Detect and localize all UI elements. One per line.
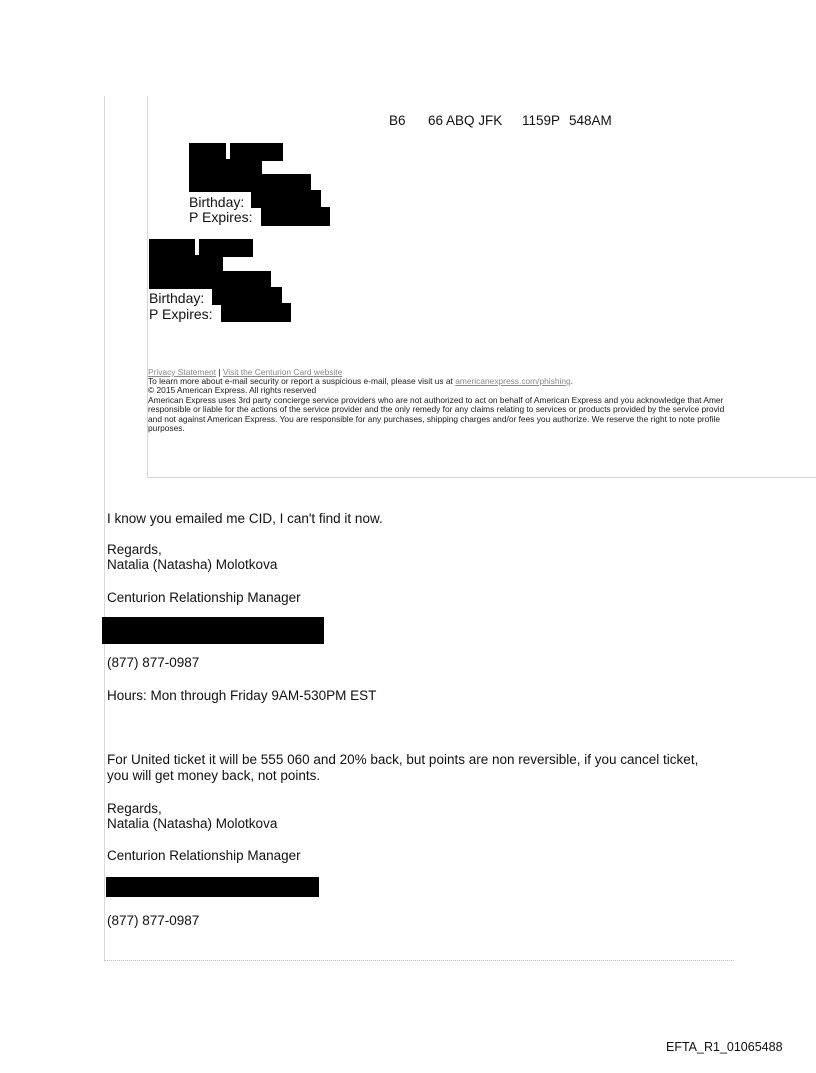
signature-name: Natalia (Natasha) Molotkova <box>107 816 278 831</box>
centurion-website-link[interactable]: Visit the Centurion Card website <box>222 367 343 377</box>
security-notice-end: . <box>570 376 573 386</box>
privacy-statement-link[interactable]: Privacy Statement <box>148 367 216 377</box>
disclaimer-line: and not against American Express. You are responsible for any purchases, shipping charges and/or fees you authorize. We reserve the right to note profile <box>148 414 721 424</box>
redaction-bar <box>261 207 330 226</box>
document-id: EFTA_R1_01065488 <box>666 1040 783 1054</box>
redaction-bar <box>221 303 291 322</box>
flight-arrival-time: 548AM <box>569 113 612 128</box>
inner-quote-bottom-rule <box>147 477 816 478</box>
signature-regards: Regards, <box>107 542 162 557</box>
passport-expires-label: P Expires: <box>189 209 253 225</box>
message-body-line: For United ticket it will be 555 060 and 20% back, but points are non reversible, if you cancel ticket, <box>107 752 699 767</box>
signature-hours: Hours: Mon through Friday 9AM-530PM EST <box>107 688 377 703</box>
message-body-line: you will get money back, not points. <box>107 768 321 783</box>
disclaimer-line: responsible or liable for the actions of the service provider and the only remedy for any claims relating to services or products provided by the service provid <box>148 404 725 414</box>
flight-number-route: 66 ABQ JFK <box>428 113 503 128</box>
signature-title: Centurion Relationship Manager <box>107 590 301 605</box>
redaction-bar <box>102 617 324 644</box>
outer-quote-border <box>104 96 105 960</box>
redaction-bar <box>251 190 321 208</box>
security-notice-text: To learn more about e-mail security or report a suspicious e-mail, please visit us at <box>148 376 456 386</box>
disclaimer-line: American Express uses 3rd party concierge service providers who are not authorized to act on behalf of American Express and you acknowledge that Amer <box>148 395 724 405</box>
signature-phone: (877) 877-0987 <box>107 655 200 670</box>
signature-phone: (877) 877-0987 <box>107 913 200 928</box>
flight-airline: B6 <box>389 113 406 128</box>
flight-departure-time: 1159P <box>522 113 561 128</box>
link-separator: | <box>218 367 221 377</box>
redaction-bar <box>149 255 223 272</box>
outer-quote-bottom-rule <box>104 960 734 961</box>
copyright-notice: © 2015 American Express. All rights reserved <box>148 385 317 395</box>
passport-expires-label: P Expires: <box>149 306 213 322</box>
message-body: I know you emailed me CID, I can't find it now. <box>107 511 383 526</box>
birthday-label: Birthday: <box>149 290 205 306</box>
phishing-link[interactable]: americanexpress.com/phishing <box>455 376 571 386</box>
birthday-label: Birthday: <box>189 194 245 210</box>
disclaimer-line: purposes. <box>148 423 185 433</box>
redaction-bar <box>106 877 319 897</box>
signature-title: Centurion Relationship Manager <box>107 848 301 863</box>
signature-regards: Regards, <box>107 801 162 816</box>
signature-name: Natalia (Natasha) Molotkova <box>107 557 278 572</box>
